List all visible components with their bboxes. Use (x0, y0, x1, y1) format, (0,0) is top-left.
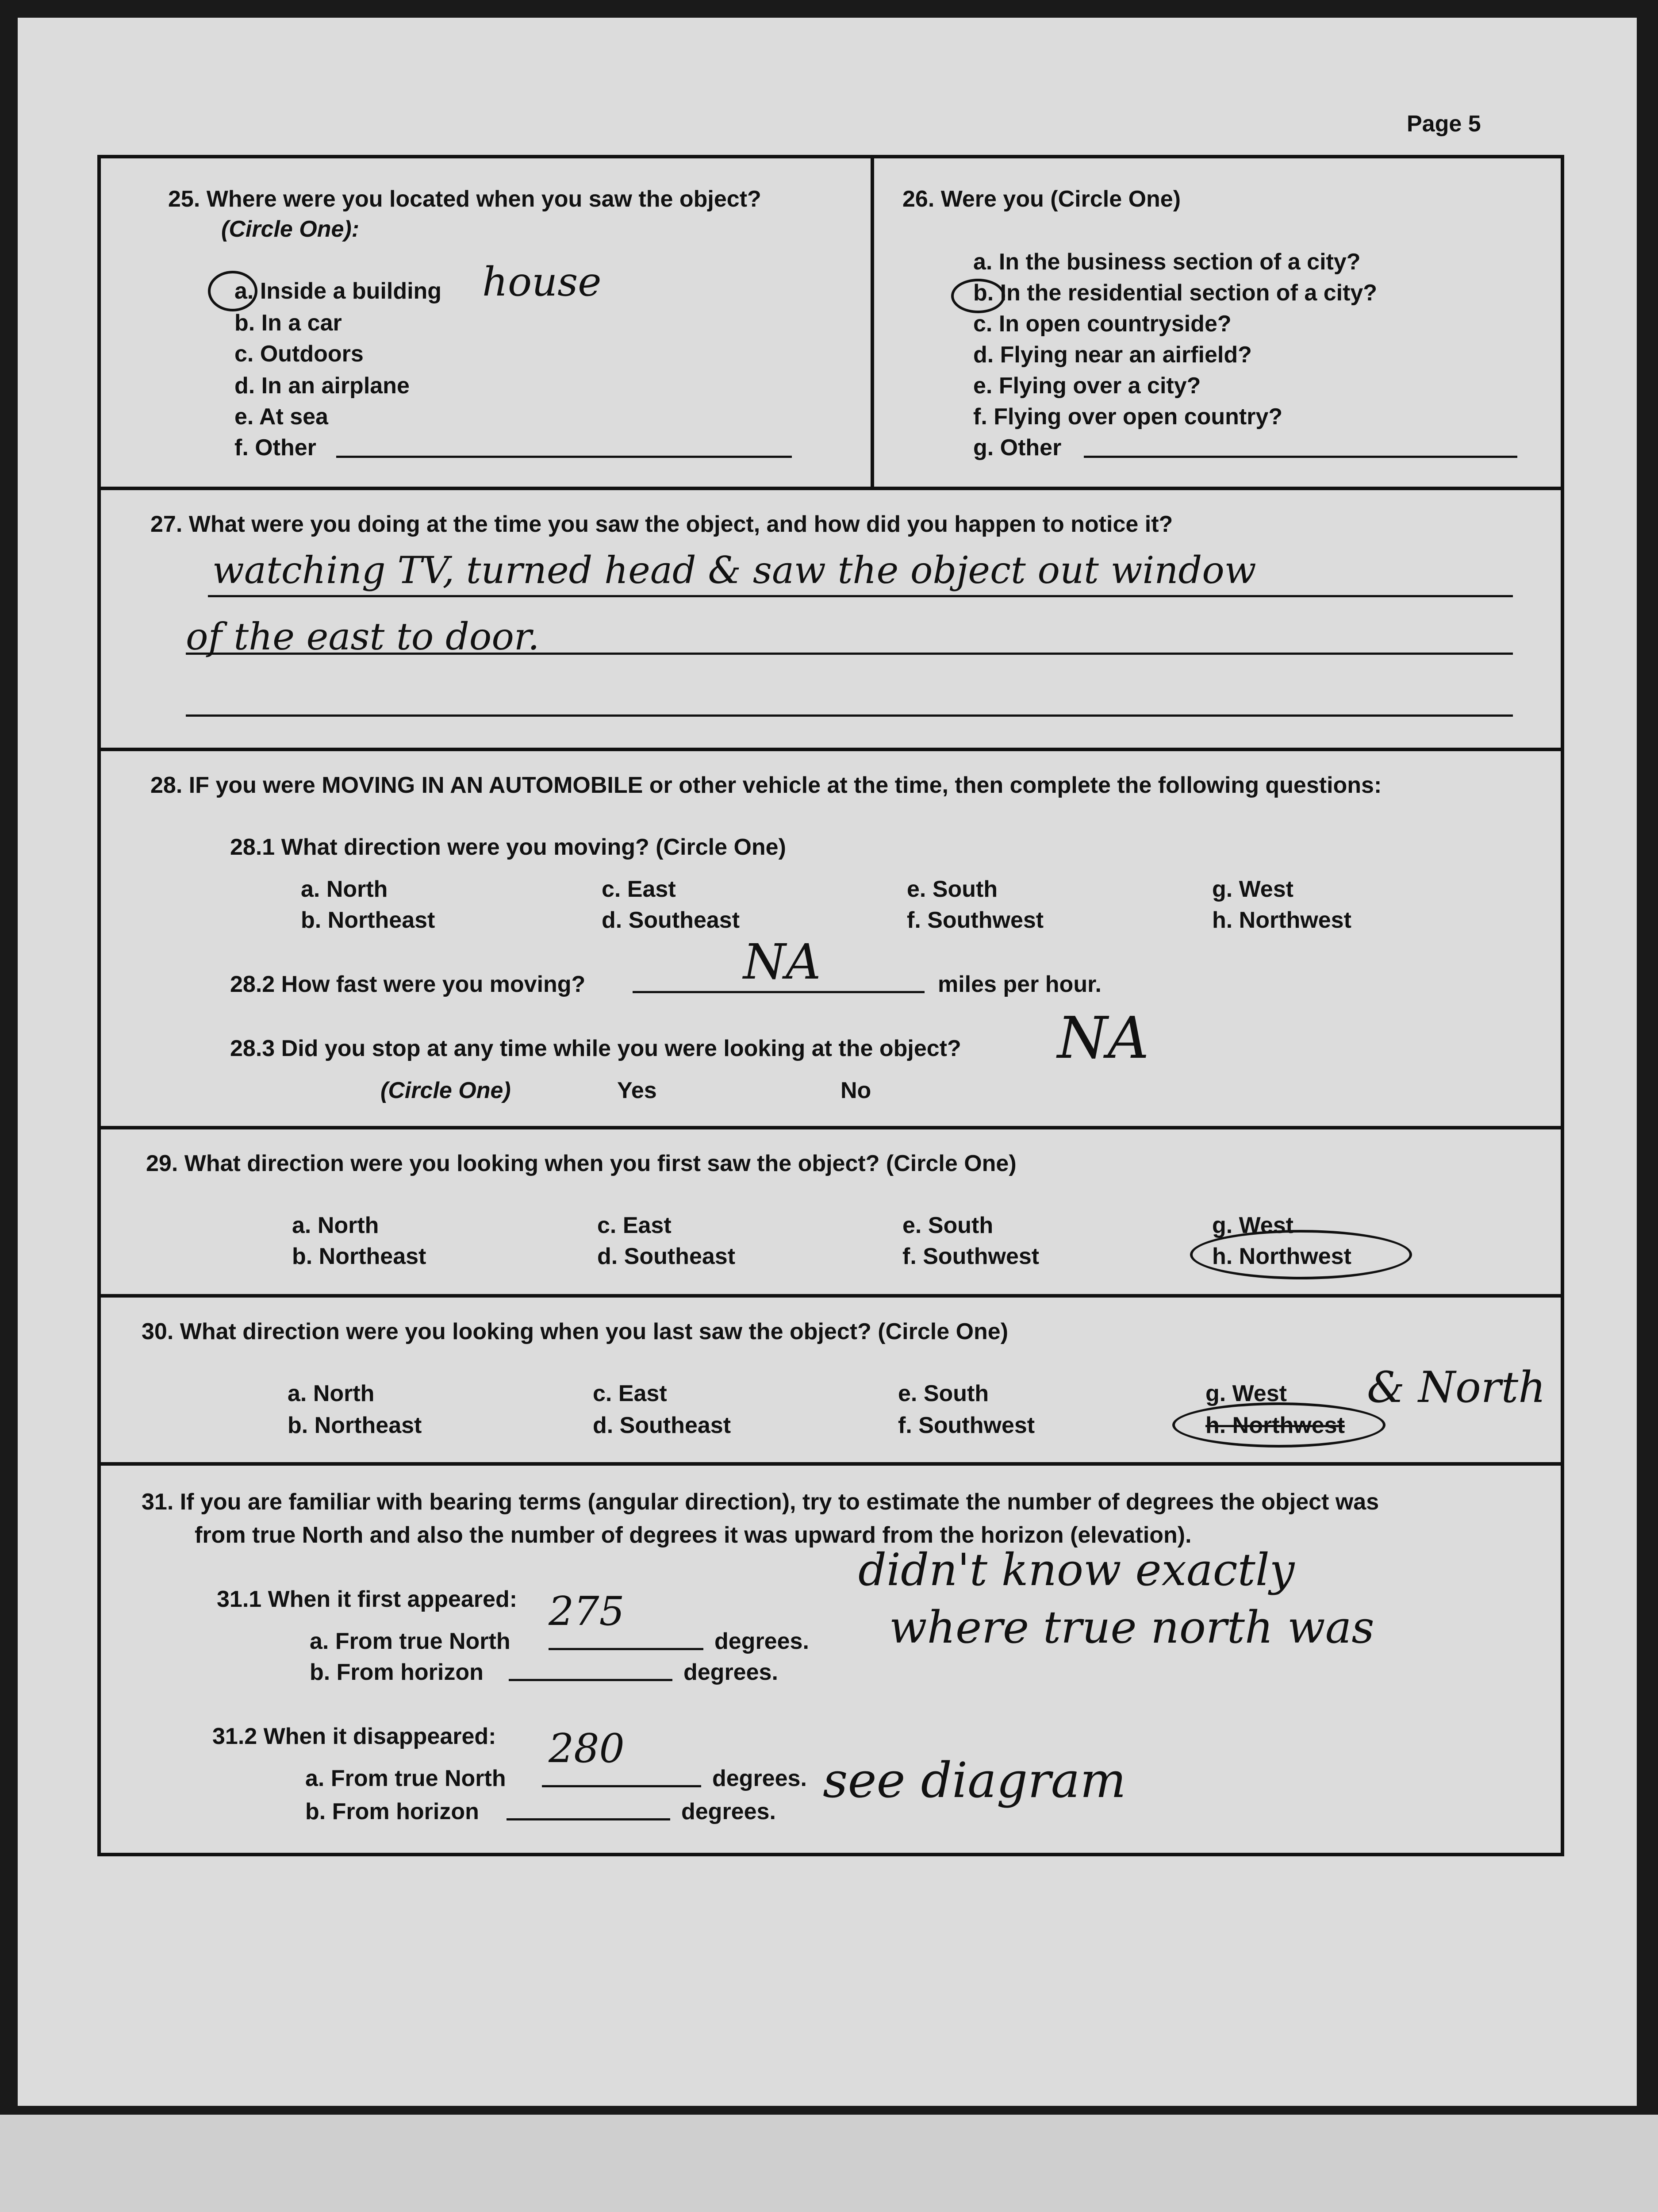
q28-1-option-d[interactable]: d. Southeast (602, 907, 740, 933)
q25-option-d[interactable]: d. In an airplane (234, 373, 410, 399)
q25-option-a[interactable]: a. Inside a building (234, 278, 442, 304)
q28-3-no[interactable]: No (841, 1078, 871, 1103)
q28-question: 28. IF you were MOVING IN AN AUTOMOBILE or other vehicle at the time, then complete the following questions: (150, 772, 1382, 798)
q26-other-line (1084, 456, 1517, 458)
q25-option-f[interactable]: f. Other (234, 435, 316, 461)
q31-1-north-value: 275 (549, 1588, 625, 1635)
q31-1-north-degrees: degrees. (714, 1628, 809, 1654)
divider-25-27 (97, 487, 1564, 490)
q25-circle-one: (Circle One): (221, 216, 360, 242)
q27-question: 27. What were you doing at the time you saw the object, and how did you happen to notice it? (150, 511, 1173, 537)
q25-question: 25. Where were you located when you saw the object? (168, 186, 761, 212)
q29-option-e[interactable]: e. South (902, 1213, 994, 1238)
q26-option-a[interactable]: a. In the business section of a city? (973, 249, 1361, 275)
divider-28-29 (97, 1126, 1564, 1129)
q25-option-b[interactable]: b. In a car (234, 310, 342, 336)
q25-handwritten-answer: house (482, 259, 602, 305)
q31-2-north-line (542, 1785, 701, 1787)
q25-option-e[interactable]: e. At sea (234, 404, 328, 430)
q27-line-1 (208, 595, 1513, 597)
q27-line-3 (186, 714, 1513, 717)
q26-option-c[interactable]: c. In open countryside? (973, 311, 1232, 337)
answer-circle (1190, 1230, 1412, 1279)
divider-30-31 (97, 1462, 1564, 1466)
q31-1-label: 31.1 When it first appeared: (217, 1586, 518, 1612)
q26-question: 26. Were you (Circle One) (902, 186, 1181, 212)
q31-2-label: 31.2 When it disappeared: (212, 1724, 496, 1749)
q29-option-d[interactable]: d. Southeast (597, 1244, 736, 1269)
divider-25-26 (871, 155, 874, 490)
q30-question: 30. What direction were you looking when you last saw the object? (Circle One) (142, 1319, 1009, 1344)
q31-question-line-1: 31. If you are familiar with bearing terms (angular direction), try to estimate the number of degrees the object was (142, 1489, 1379, 1515)
q31-note-line-1: didn't know exactly (858, 1544, 1295, 1596)
q27-line-2 (186, 653, 1513, 655)
q28-3-answer: NA (1057, 1004, 1149, 1071)
q31-1-from-horizon-label: b. From horizon (310, 1659, 484, 1685)
q30-option-g[interactable]: g. West (1205, 1381, 1287, 1406)
q27-answer-line-2: of the east to door. (186, 615, 540, 658)
q31-1-from-north-label: a. From true North (310, 1628, 510, 1654)
q31-2-horizon-line (507, 1818, 670, 1820)
q28-2-answer: NA (743, 933, 821, 990)
q31-1-north-line (549, 1648, 703, 1650)
q26-option-e[interactable]: e. Flying over a city? (973, 373, 1201, 399)
q25-other-line (336, 456, 792, 458)
q28-2-question: 28.2 How fast were you moving? (230, 972, 586, 997)
q30-option-c[interactable]: c. East (593, 1381, 667, 1406)
q30-option-a[interactable]: a. North (288, 1381, 375, 1406)
q29-option-f[interactable]: f. Southwest (902, 1244, 1040, 1269)
answer-circle (1172, 1402, 1386, 1448)
q28-3-question: 28.3 Did you stop at any time while you were looking at the object? (230, 1036, 961, 1061)
q31-2-horizon-degrees: degrees. (681, 1799, 776, 1824)
q30-option-b[interactable]: b. Northeast (288, 1413, 422, 1438)
q31-2-from-horizon-label: b. From horizon (305, 1799, 479, 1824)
q31-note-line-2: where true north was (889, 1601, 1374, 1653)
answer-circle (951, 279, 1005, 313)
q30-option-h[interactable]: h. Northwest (1205, 1413, 1345, 1438)
q31-note-line-3: see diagram (823, 1752, 1126, 1809)
q26-option-b[interactable]: b. In the residential section of a city? (973, 280, 1378, 306)
q30-handwritten-answer: & North (1367, 1363, 1546, 1412)
q28-1-option-c[interactable]: c. East (602, 876, 676, 902)
divider-29-30 (97, 1294, 1564, 1298)
q28-1-option-a[interactable]: a. North (301, 876, 388, 902)
q28-2-answer-line (633, 991, 925, 993)
q31-question-line-2: from true North and also the number of degrees it was upward from the horizon (elevation). (195, 1522, 1192, 1548)
q29-option-h[interactable]: h. Northwest (1212, 1244, 1351, 1269)
q31-2-north-value: 280 (549, 1725, 625, 1772)
q30-option-d[interactable]: d. Southeast (593, 1413, 731, 1438)
q31-2-north-degrees: degrees. (712, 1766, 807, 1791)
q29-option-g[interactable]: g. West (1212, 1213, 1293, 1238)
q28-1-question: 28.1 What direction were you moving? (Circle One) (230, 834, 786, 860)
q27-answer-line-1: watching TV, turned head & saw the object out window (212, 549, 1256, 592)
q28-1-option-e[interactable]: e. South (907, 876, 998, 902)
answer-circle (208, 271, 257, 311)
q28-2-unit: miles per hour. (938, 972, 1101, 997)
q28-1-option-f[interactable]: f. Southwest (907, 907, 1044, 933)
q31-1-horizon-degrees: degrees. (683, 1659, 778, 1685)
q28-3-circle-one: (Circle One) (380, 1078, 511, 1103)
q26-option-g[interactable]: g. Other (973, 435, 1062, 461)
divider-27-28 (97, 748, 1564, 751)
q26-option-f[interactable]: f. Flying over open country? (973, 404, 1283, 430)
scan-background (0, 2115, 1658, 2212)
page-number: Page 5 (1407, 111, 1481, 137)
q31-1-horizon-line (509, 1679, 672, 1681)
q28-1-option-h[interactable]: h. Northwest (1212, 907, 1351, 933)
q28-1-option-b[interactable]: b. Northeast (301, 907, 435, 933)
q30-option-e[interactable]: e. South (898, 1381, 989, 1406)
q31-2-from-north-label: a. From true North (305, 1766, 506, 1791)
q28-1-option-g[interactable]: g. West (1212, 876, 1293, 902)
q30-option-f[interactable]: f. Southwest (898, 1413, 1035, 1438)
q29-option-b[interactable]: b. Northeast (292, 1244, 426, 1269)
q25-option-c[interactable]: c. Outdoors (234, 341, 364, 367)
q29-option-a[interactable]: a. North (292, 1213, 379, 1238)
q28-3-yes[interactable]: Yes (617, 1078, 657, 1103)
q26-option-d[interactable]: d. Flying near an airfield? (973, 342, 1252, 368)
q29-question: 29. What direction were you looking when you first saw the object? (Circle One) (146, 1151, 1017, 1176)
q29-option-c[interactable]: c. East (597, 1213, 672, 1238)
